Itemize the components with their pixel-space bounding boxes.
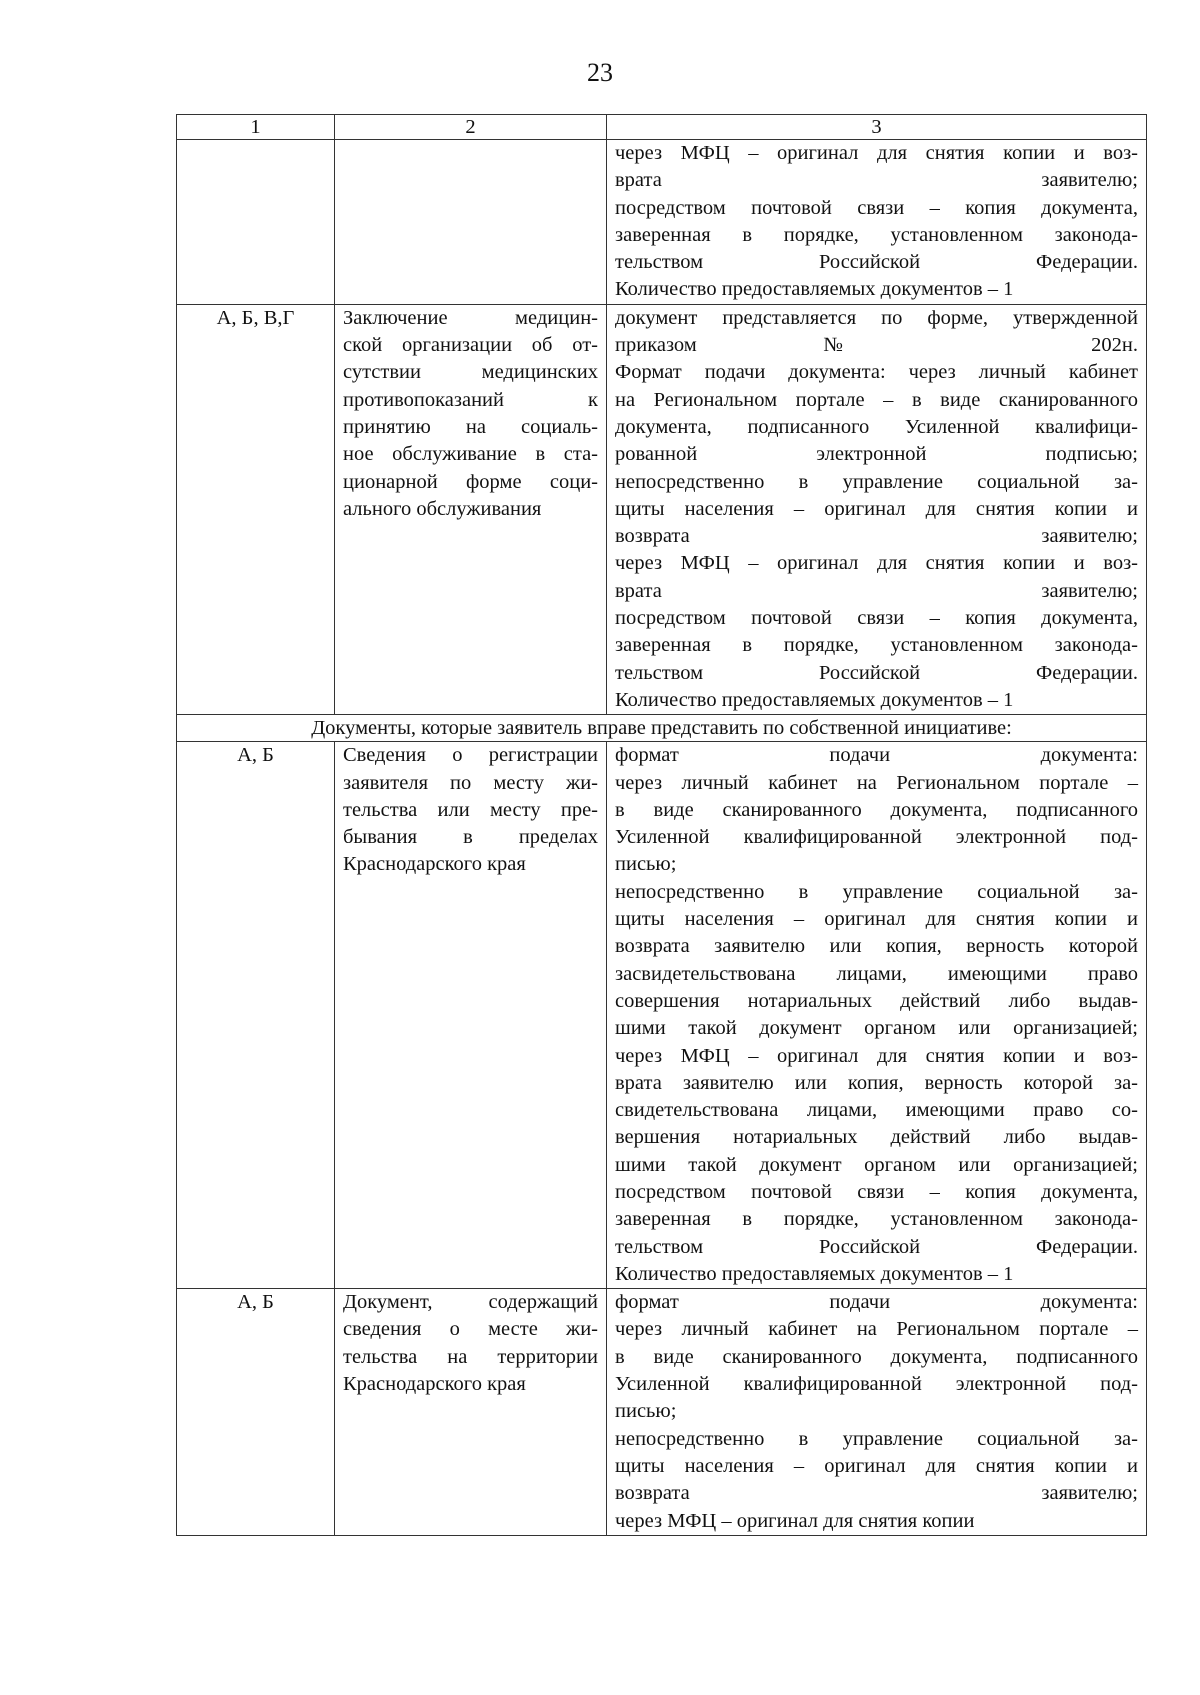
requirements-line: Количество предоставляемых документов – 1 — [615, 278, 1014, 301]
requirements-line: посредством почтовой связи – копия документа, — [615, 1180, 1138, 1203]
requirements-line: через МФЦ – оригинал для снятия копии — [615, 1509, 975, 1532]
requirements-line: заверенная в порядке, установленном законода- — [615, 634, 1138, 657]
table-header-row — [177, 115, 1147, 140]
requirements-line: рованной электронной подписью; — [615, 443, 1138, 466]
requirements-line: возврата заявителю; — [615, 1482, 1138, 1505]
requirements-line: щиты населения – оригинал для снятия копии и — [615, 497, 1138, 520]
recipient-category-cell: А, Б — [177, 1289, 335, 1536]
requirements-line: Формат подачи документа: через личный кабинет — [615, 361, 1138, 384]
requirements-line: через личный кабинет на Региональном портале – — [615, 771, 1138, 794]
document-name-line: противопоказаний к — [343, 388, 598, 411]
requirements-line: заверенная в порядке, установленном законода- — [615, 1208, 1138, 1231]
recipient-category-cell — [177, 140, 335, 305]
requirements-line: через личный кабинет на Региональном портале – — [615, 1318, 1138, 1341]
requirements-line: тельством Российской Федерации. — [615, 661, 1138, 684]
document-name-line: ской организации об от- — [343, 334, 598, 357]
document-name-cell — [335, 304, 607, 714]
document-name-line: сутствии медицинских — [343, 361, 598, 384]
document-name-cell — [335, 742, 607, 1289]
requirements-line: тельством Российской Федерации. — [615, 1235, 1138, 1258]
requirements-line: формат подачи документа: — [615, 744, 1138, 767]
document-name-line: Документ, содержащий — [343, 1291, 598, 1314]
recipient-category-cell: А, Б — [177, 742, 335, 1289]
page-number: 23 — [587, 58, 613, 87]
document-name-line: тельства на территории — [343, 1345, 598, 1368]
column-header-1: 1 — [177, 115, 335, 140]
requirements-line: непосредственно в управление социальной за- — [615, 470, 1138, 493]
requirements-line: документ представляется по форме, утвержденной — [615, 306, 1138, 329]
requirements-line: врата заявителю; — [615, 169, 1138, 192]
document-name-line: сведения о месте жи- — [343, 1318, 598, 1341]
column-header-2: 2 — [335, 115, 607, 140]
requirements-line: приказом № 202н. — [615, 334, 1138, 357]
requirements-line: возврата заявителю; — [615, 525, 1138, 548]
document-name-line: тельства или месту пре- — [343, 798, 598, 821]
document-name-cell — [335, 140, 607, 305]
requirements-line: совершения нотариальных действий либо выдав- — [615, 989, 1138, 1012]
requirements-line: щиты населения – оригинал для снятия копии и — [615, 1454, 1138, 1477]
requirements-line: на Региональном портале – в виде сканированного — [615, 388, 1138, 411]
requirements-line: свидетельствована лицами, имеющими право со- — [615, 1099, 1138, 1122]
requirements-line: шими такой документ органом или организацией; — [615, 1017, 1138, 1040]
document-name-cell — [335, 1289, 607, 1536]
recipient-category-cell: А, Б, В,Г — [177, 304, 335, 714]
document-requirements-cell — [607, 742, 1147, 1289]
requirements-line: Количество предоставляемых документов – 1 — [615, 688, 1014, 711]
requirements-line: врата заявителю; — [615, 579, 1138, 602]
requirements-line: вершения нотариальных действий либо выдав- — [615, 1126, 1138, 1149]
requirements-line: писью; — [615, 1400, 677, 1423]
requirements-line: засвидетельствована лицами, имеющими право — [615, 962, 1138, 985]
requirements-line: непосредственно в управление социальной за- — [615, 1427, 1138, 1450]
document-name-line: ального обслуживания — [343, 497, 542, 520]
requirements-line: Количество предоставляемых документов – 1 — [615, 1262, 1014, 1285]
table-row — [177, 140, 1147, 305]
section-title: Документы, которые заявитель вправе представить по собственной инициативе: — [177, 715, 1147, 742]
requirements-line: посредством почтовой связи – копия документа, — [615, 607, 1138, 630]
document-name-line: ционарной форме соци- — [343, 470, 598, 493]
requirements-line: Усиленной квалифицированной электронной под- — [615, 1373, 1138, 1396]
requirements-line: врата заявителю или копия, верность которой за- — [615, 1071, 1138, 1094]
requirements-line: непосредственно в управление социальной за- — [615, 880, 1138, 903]
requirements-line: формат подачи документа: — [615, 1291, 1138, 1314]
requirements-line: через МФЦ – оригинал для снятия копии и воз- — [615, 552, 1138, 575]
requirements-line: в виде сканированного документа, подписанного — [615, 798, 1138, 821]
requirements-line: документа, подписанного Усиленной квалифици- — [615, 415, 1138, 438]
table-row — [177, 304, 1147, 714]
document-name-line: бывания в пределах — [343, 826, 598, 849]
requirements-line: тельством Российской Федерации. — [615, 251, 1138, 274]
documents-table — [176, 114, 1147, 1536]
document-requirements-cell — [607, 304, 1147, 714]
column-header-3: 3 — [607, 115, 1147, 140]
requirements-line: щиты населения – оригинал для снятия копии и — [615, 908, 1138, 931]
requirements-line: через МФЦ – оригинал для снятия копии и воз- — [615, 142, 1138, 164]
document-name-line: ное обслуживание в ста- — [343, 443, 598, 466]
document-requirements-cell — [607, 1289, 1147, 1536]
document-requirements-cell — [607, 140, 1147, 305]
requirements-line: заверенная в порядке, установленном законода- — [615, 223, 1138, 246]
document-name-line: Сведения о регистрации — [343, 744, 598, 767]
document-name-line: Заключение медицин- — [343, 306, 598, 329]
requirements-line: Усиленной квалифицированной электронной под- — [615, 826, 1138, 849]
requirements-line: посредством почтовой связи – копия документа, — [615, 196, 1138, 219]
requirements-line: шими такой документ органом или организацией; — [615, 1153, 1138, 1176]
requirements-line: писью; — [615, 853, 677, 876]
document-name-line: Краснодарского края — [343, 1373, 526, 1396]
requirements-line: в виде сканированного документа, подписанного — [615, 1345, 1138, 1368]
document-name-line: принятию на социаль- — [343, 415, 598, 438]
document-name-line: Краснодарского края — [343, 853, 526, 876]
table-row — [177, 742, 1147, 1289]
table-row — [177, 1289, 1147, 1536]
document-name-line: заявителя по месту жи- — [343, 771, 598, 794]
section-row — [177, 715, 1147, 742]
requirements-line: возврата заявителю или копия, верность которой — [615, 935, 1138, 958]
requirements-line: через МФЦ – оригинал для снятия копии и воз- — [615, 1044, 1138, 1067]
